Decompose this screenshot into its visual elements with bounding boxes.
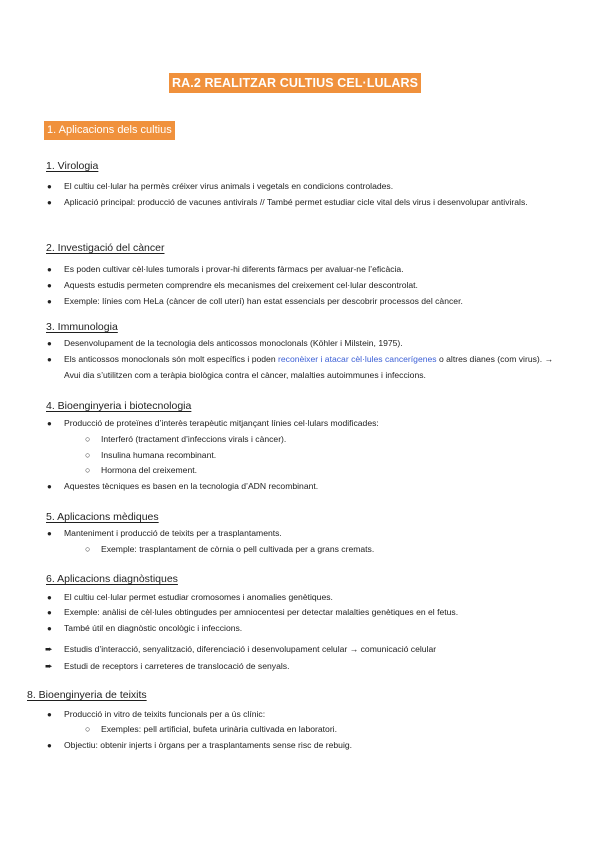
arrow-list-item: Estudis d’interacció, senyalització, diferenciació i desenvolupament celular → comunicació celular (64, 644, 437, 654)
arrow-icon: ➨ (45, 644, 53, 654)
list-item: Desenvolupament de la tecnologia dels anticossos monoclonals (Köhler i Milstein, 1975). (64, 338, 403, 348)
cancer-cells-link[interactable]: reconèixer i atacar cèl·lules cancerígenes (278, 354, 437, 364)
section-heading-biotecnologia: 4. Bioenginyeria i biotecnologia (46, 400, 192, 412)
bullet-icon: ● (47, 624, 52, 633)
bullet-icon: ● (47, 593, 52, 602)
sub-bullet-icon: ○ (85, 465, 91, 475)
section-heading-immunologia: 3. Immunologia (46, 321, 118, 333)
bullet-icon: ● (47, 297, 52, 306)
bullet-icon: ● (47, 265, 52, 274)
list-item: Es poden cultivar cèl·lules tumorals i provar-hi diferents fàrmacs per avaluar-ne l’eficàcia. (64, 264, 404, 274)
list-item: També útil en diagnòstic oncològic i infeccions. (64, 623, 243, 633)
sub-list-item: Exemple: trasplantament de còrnia o pell cultivada per a grans cremats. (101, 544, 375, 554)
bullet-icon: ● (47, 198, 52, 207)
bullet-icon: ● (47, 710, 52, 719)
list-item: Producció de proteïnes d’interès terapèutic mitjançant línies cel·lulars modificades: (64, 418, 379, 428)
list-item: Producció in vitro de teixits funcionals per a ús clínic: (64, 709, 266, 719)
sub-bullet-icon: ○ (85, 544, 91, 554)
sub-list-item: Insulina humana recombinant. (101, 450, 217, 460)
list-item: Aquests estudis permeten comprendre els mecanismes del creixement cel·lular descontrolat. (64, 280, 418, 290)
bullet-icon: ● (47, 482, 52, 491)
sub-list-item: Interferó (tractament d’infeccions virals i càncer). (101, 434, 287, 444)
arrow-list-item: Estudi de receptors i carreteres de translocació de senyals. (64, 661, 290, 671)
bullet-icon: ● (47, 608, 52, 617)
chapter-heading: 1. Aplicacions dels cultius (44, 121, 175, 140)
list-item: Aplicació principal: producció de vacunes antivirals // També permet estudiar cicle vital dels virus i desenvolupar antivirals. (64, 197, 528, 207)
section-heading-cancer: 2. Investigació del càncer (46, 242, 165, 254)
sub-list-item: Exemples: pell artificial, bufeta urinària cultivada en laboratori. (101, 724, 337, 734)
sub-bullet-icon: ○ (85, 434, 91, 444)
sub-list-item: Hormona del creixement. (101, 465, 198, 475)
list-item: El cultiu cel·lular ha permès créixer virus animals i vegetals en condicions controlades. (64, 181, 394, 191)
sub-bullet-icon: ○ (85, 450, 91, 460)
bullet-icon: ● (47, 529, 52, 538)
document-title: RA.2 REALITZAR CULTIUS CEL·LULARS (169, 73, 421, 93)
bullet-icon: ● (47, 419, 52, 428)
section-heading-mediques: 5. Aplicacions mèdiques (46, 511, 159, 523)
list-item: Exemple: anàlisi de cèl·lules obtingudes per amniocentesi per detectar malalties genètiques en el fetus. (64, 607, 459, 617)
sub-bullet-icon: ○ (85, 724, 91, 734)
list-item: Objectiu: obtenir injerts i òrgans per a trasplantaments sense risc de rebuig. (64, 740, 353, 750)
list-item: Manteniment i producció de teixits per a trasplantaments. (64, 528, 282, 538)
arrow-icon: ➨ (45, 661, 53, 671)
list-item: Exemple: línies com HeLa (càncer de coll uterí) han estat essencials per descobrir processos del càncer. (64, 296, 463, 306)
bullet-icon: ● (47, 355, 52, 364)
bullet-icon: ● (47, 182, 52, 191)
list-item: El cultiu cel·lular permet estudiar cromosomes i anomalies genètiques. (64, 592, 333, 602)
bullet-icon: ● (47, 339, 52, 348)
list-item: Aquestes tècniques es basen en la tecnologia d’ADN recombinant. (64, 481, 319, 491)
section-heading-virologia: 1. Virologia (46, 160, 99, 172)
section-heading-diagnostiques: 6. Aplicacions diagnòstiques (46, 573, 178, 585)
bullet-icon: ● (47, 741, 52, 750)
bullet-icon: ● (47, 281, 52, 290)
section-heading-teixits: 8. Bioenginyeria de teixits (27, 689, 147, 701)
list-item: Els anticossos monoclonals són molt específics i poden reconèixer i atacar cèl·lules cancerígenes o altres dianes (com virus). → Avui dia s’utilitzen com a teràpia biològica contra el càncer, malalties autoimmunes i infeccions. (64, 354, 554, 380)
